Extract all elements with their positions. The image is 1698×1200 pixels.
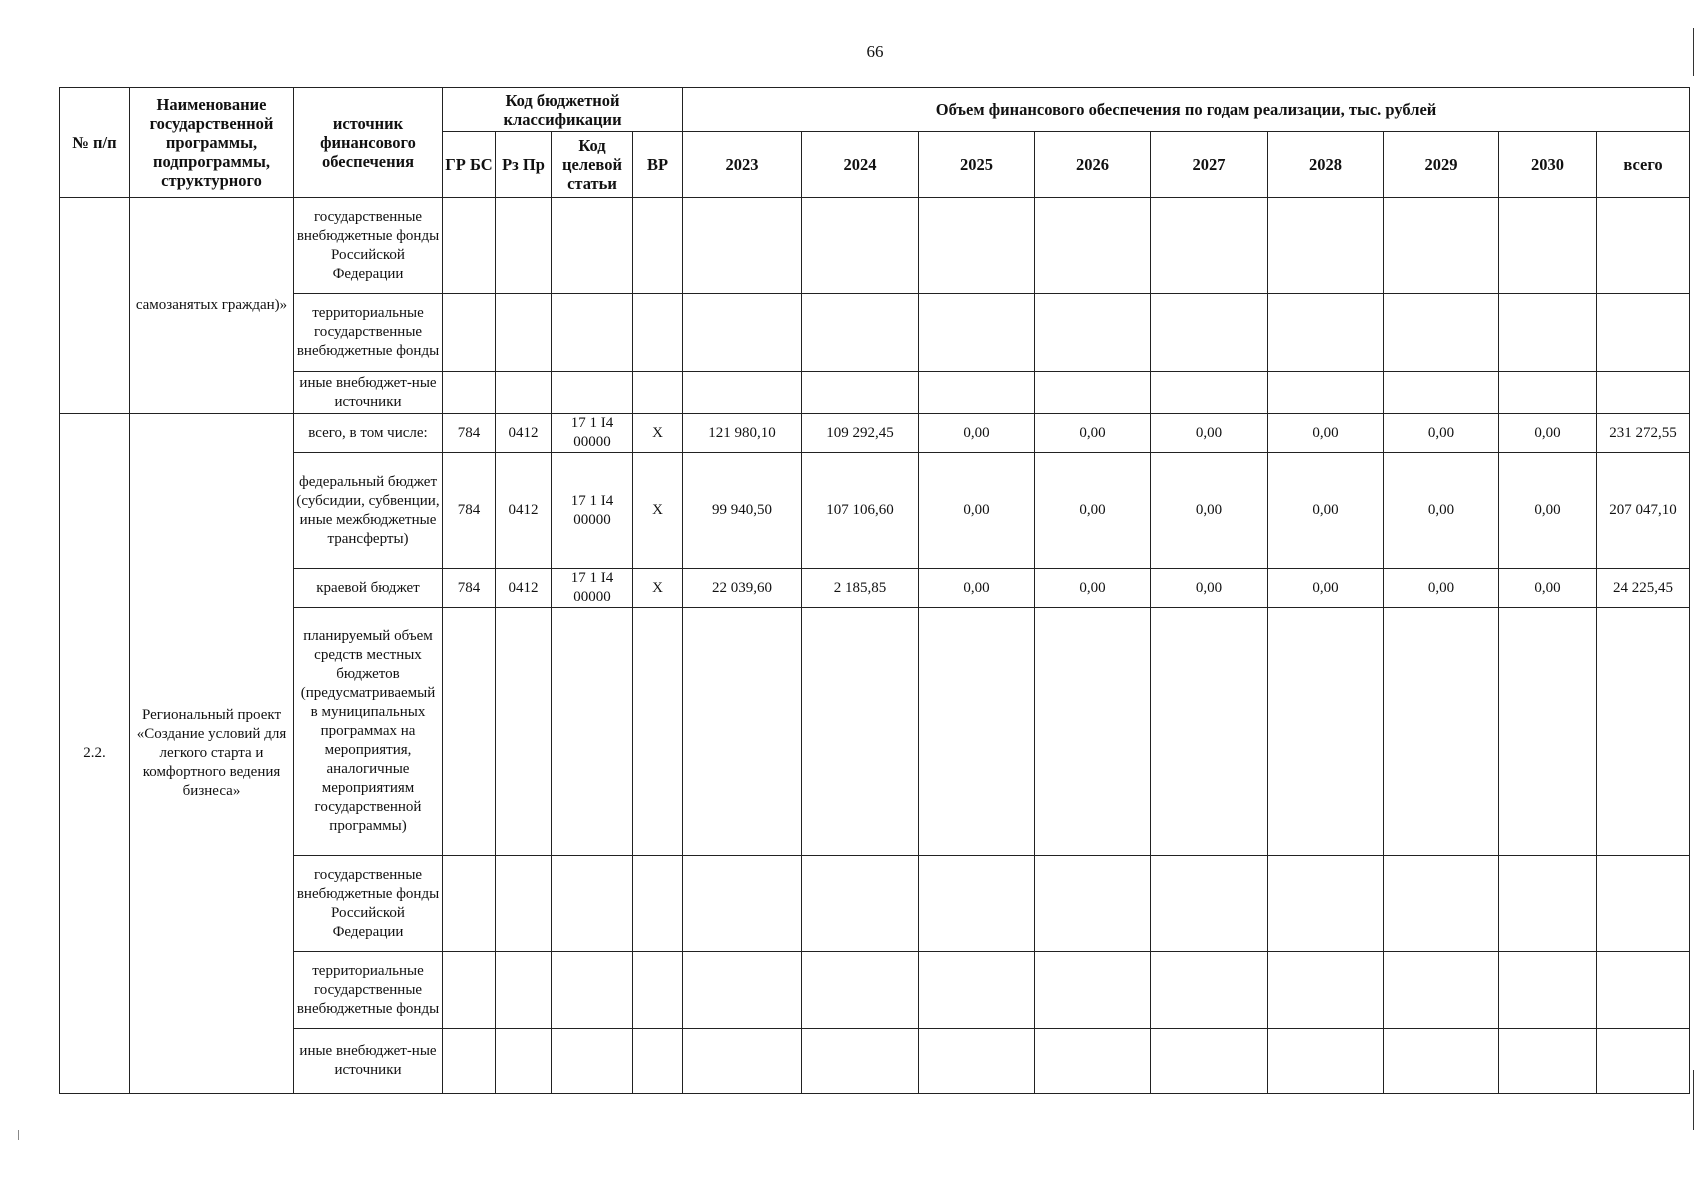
row-value-2023: [683, 952, 802, 1029]
row-value-total: 231 272,55: [1597, 414, 1690, 453]
row-rzpr: 0412: [496, 414, 552, 453]
header-program-name: Наименование государственной программы, подпрограммы, структурного: [130, 88, 294, 198]
row-value-2026: [1035, 952, 1151, 1029]
row-value-2028: [1268, 952, 1384, 1029]
row-value-2026: 0,00: [1035, 453, 1151, 569]
row-value-2025: 0,00: [919, 569, 1035, 608]
row-program-name: самозанятых граждан)»: [130, 198, 294, 414]
row-rzpr: [496, 198, 552, 294]
row-value-2030: [1499, 608, 1597, 856]
row-value-total: [1597, 952, 1690, 1029]
page-number: 66: [866, 42, 884, 61]
row-source: иные внебюджет-ные источники: [294, 372, 443, 414]
row-value-2024: 107 106,60: [802, 453, 919, 569]
row-rzpr: 0412: [496, 453, 552, 569]
header-total: всего: [1597, 132, 1690, 198]
row-source: планируемый объем средств местных бюджетов (предусматриваемый в муниципальных программах на мероприятия, аналогичные мероприятиям государственной программы): [294, 608, 443, 856]
row-value-2023: 22 039,60: [683, 569, 802, 608]
row-vr: [633, 1029, 683, 1094]
row-source: территориальные государственные внебюджетные фонды: [294, 952, 443, 1029]
row-value-2025: [919, 294, 1035, 372]
row-rzpr: 0412: [496, 569, 552, 608]
row-value-2027: 0,00: [1151, 569, 1268, 608]
row-vr: X: [633, 569, 683, 608]
table-row: [60, 856, 1690, 952]
header-number: № п/п: [60, 88, 130, 198]
row-value-2029: [1384, 372, 1499, 414]
table-row: [60, 952, 1690, 1029]
row-value-2027: [1151, 608, 1268, 856]
row-source: территориальные государственные внебюджетные фонды: [294, 294, 443, 372]
row-target-code: [552, 372, 633, 414]
row-target-code: [552, 952, 633, 1029]
row-value-2027: 0,00: [1151, 414, 1268, 453]
row-target-code: [552, 856, 633, 952]
header-year-2029: 2029: [1384, 132, 1499, 198]
row-vr: [633, 198, 683, 294]
row-target-code: 17 1 I4 00000: [552, 453, 633, 569]
row-value-2026: [1035, 372, 1151, 414]
row-value-2028: 0,00: [1268, 569, 1384, 608]
row-grbs: 784: [443, 569, 496, 608]
row-value-2026: [1035, 198, 1151, 294]
row-rzpr: [496, 1029, 552, 1094]
row-value-2024: [802, 856, 919, 952]
row-grbs: [443, 856, 496, 952]
row-value-2030: 0,00: [1499, 414, 1597, 453]
row-value-2028: [1268, 294, 1384, 372]
row-value-total: [1597, 608, 1690, 856]
row-vr: [633, 608, 683, 856]
row-target-code: [552, 608, 633, 856]
row-value-2027: [1151, 952, 1268, 1029]
row-grbs: [443, 952, 496, 1029]
scan-edge-line: [1693, 1070, 1694, 1130]
row-rzpr: [496, 372, 552, 414]
row-grbs: [443, 294, 496, 372]
row-target-code: 17 1 I4 00000: [552, 414, 633, 453]
row-value-2025: [919, 1029, 1035, 1094]
header-year-2030: 2030: [1499, 132, 1597, 198]
row-grbs: 784: [443, 453, 496, 569]
row-vr: [633, 294, 683, 372]
row-value-2024: [802, 372, 919, 414]
row-grbs: [443, 1029, 496, 1094]
row-value-2026: 0,00: [1035, 414, 1151, 453]
row-value-2023: [683, 608, 802, 856]
row-number-cell: [60, 198, 130, 414]
row-vr: [633, 372, 683, 414]
header-year-2027: 2027: [1151, 132, 1268, 198]
row-value-2026: [1035, 1029, 1151, 1094]
row-value-2028: [1268, 198, 1384, 294]
row-value-2025: [919, 952, 1035, 1029]
row-value-2023: [683, 198, 802, 294]
header-funding-source: источник финансового обеспечения: [294, 88, 443, 198]
row-value-total: [1597, 372, 1690, 414]
row-value-2026: [1035, 294, 1151, 372]
row-value-2029: 0,00: [1384, 453, 1499, 569]
row-value-2023: [683, 1029, 802, 1094]
row-value-2024: 2 185,85: [802, 569, 919, 608]
header-target-code: Код целевой статьи: [552, 132, 633, 198]
header-year-2023: 2023: [683, 132, 802, 198]
row-value-2024: [802, 294, 919, 372]
row-value-2029: [1384, 952, 1499, 1029]
row-value-total: [1597, 1029, 1690, 1094]
row-value-2027: 0,00: [1151, 453, 1268, 569]
row-value-total: [1597, 198, 1690, 294]
row-source: государственные внебюджетные фонды Российской Федерации: [294, 856, 443, 952]
row-value-2027: [1151, 294, 1268, 372]
row-value-2023: [683, 372, 802, 414]
row-grbs: [443, 198, 496, 294]
financing-table: [59, 87, 1690, 1094]
row-value-2025: [919, 372, 1035, 414]
header-grbs: ГР БС: [443, 132, 496, 198]
table-row: [60, 414, 1690, 453]
row-value-2024: [802, 952, 919, 1029]
row-value-2023: 99 940,50: [683, 453, 802, 569]
header-budget-code: Код бюджетной классификации: [443, 88, 683, 132]
row-value-2030: 0,00: [1499, 453, 1597, 569]
row-value-2023: [683, 294, 802, 372]
header-funding-volume: Объем финансового обеспечения по годам реализации, тыс. рублей: [683, 88, 1690, 132]
row-value-2026: [1035, 856, 1151, 952]
table-row: [60, 453, 1690, 569]
row-value-2029: 0,00: [1384, 569, 1499, 608]
scan-edge-tick: [18, 1130, 19, 1140]
row-value-2026: [1035, 608, 1151, 856]
header-year-2026: 2026: [1035, 132, 1151, 198]
row-target-code: [552, 294, 633, 372]
table-row: [60, 294, 1690, 372]
row-rzpr: [496, 952, 552, 1029]
row-value-2030: [1499, 294, 1597, 372]
table-row: [60, 372, 1690, 414]
row-value-2027: [1151, 856, 1268, 952]
row-value-2027: [1151, 1029, 1268, 1094]
row-value-2028: [1268, 608, 1384, 856]
row-target-code: [552, 1029, 633, 1094]
row-value-2025: 0,00: [919, 453, 1035, 569]
row-value-total: 24 225,45: [1597, 569, 1690, 608]
row-value-2027: [1151, 372, 1268, 414]
row-value-2028: [1268, 1029, 1384, 1094]
row-rzpr: [496, 294, 552, 372]
row-program-name: Региональный проект «Создание условий для легкого старта и комфортного ведения бизнеса»: [130, 414, 294, 1094]
row-value-2023: 121 980,10: [683, 414, 802, 453]
row-value-2028: [1268, 372, 1384, 414]
row-vr: X: [633, 453, 683, 569]
table-row: [60, 1029, 1690, 1094]
table-row: [60, 569, 1690, 608]
row-vr: [633, 856, 683, 952]
row-value-2030: [1499, 952, 1597, 1029]
row-target-code: 17 1 I4 00000: [552, 569, 633, 608]
row-vr: [633, 952, 683, 1029]
row-value-2023: [683, 856, 802, 952]
row-value-2029: [1384, 198, 1499, 294]
row-grbs: [443, 608, 496, 856]
row-value-2029: [1384, 608, 1499, 856]
row-vr: X: [633, 414, 683, 453]
row-value-2028: 0,00: [1268, 453, 1384, 569]
row-value-2029: [1384, 294, 1499, 372]
row-value-2024: 109 292,45: [802, 414, 919, 453]
row-value-2025: [919, 608, 1035, 856]
row-value-2025: 0,00: [919, 414, 1035, 453]
row-source: федеральный бюджет (субсидии, субвенции, иные межбюджетные трансферты): [294, 453, 443, 569]
row-source: государственные внебюджетные фонды Российской Федерации: [294, 198, 443, 294]
header-rzpr: Рз Пр: [496, 132, 552, 198]
header-vr: ВР: [633, 132, 683, 198]
row-rzpr: [496, 856, 552, 952]
row-source: краевой бюджет: [294, 569, 443, 608]
row-number-cell: 2.2.: [60, 414, 130, 1094]
row-rzpr: [496, 608, 552, 856]
row-value-2024: [802, 1029, 919, 1094]
row-value-2029: 0,00: [1384, 414, 1499, 453]
row-value-2028: [1268, 856, 1384, 952]
row-value-2024: [802, 608, 919, 856]
row-value-total: [1597, 856, 1690, 952]
row-target-code: [552, 198, 633, 294]
row-grbs: 784: [443, 414, 496, 453]
row-value-total: [1597, 294, 1690, 372]
row-source: всего, в том числе:: [294, 414, 443, 453]
row-value-2029: [1384, 856, 1499, 952]
row-value-2029: [1384, 1029, 1499, 1094]
row-value-2027: [1151, 198, 1268, 294]
row-value-2030: [1499, 198, 1597, 294]
row-source: иные внебюджет-ные источники: [294, 1029, 443, 1094]
row-value-2026: 0,00: [1035, 569, 1151, 608]
row-value-2030: [1499, 856, 1597, 952]
row-value-total: 207 047,10: [1597, 453, 1690, 569]
row-value-2028: 0,00: [1268, 414, 1384, 453]
row-value-2030: [1499, 1029, 1597, 1094]
row-value-2025: [919, 856, 1035, 952]
row-value-2024: [802, 198, 919, 294]
row-value-2030: 0,00: [1499, 569, 1597, 608]
scan-edge-line: [1693, 28, 1694, 76]
header-year-2025: 2025: [919, 132, 1035, 198]
table-row: [60, 198, 1690, 294]
row-grbs: [443, 372, 496, 414]
header-year-2028: 2028: [1268, 132, 1384, 198]
header-year-2024: 2024: [802, 132, 919, 198]
table-row: [60, 608, 1690, 856]
row-value-2030: [1499, 372, 1597, 414]
row-value-2025: [919, 198, 1035, 294]
